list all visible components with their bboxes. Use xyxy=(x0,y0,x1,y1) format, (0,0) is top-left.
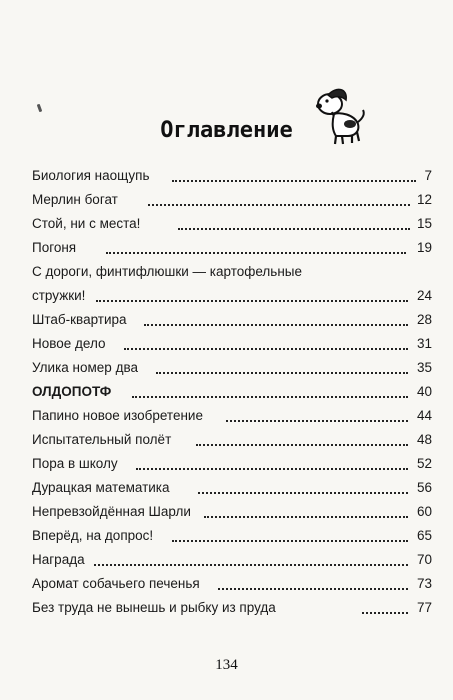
toc-entry xyxy=(32,452,432,476)
toc-entry xyxy=(32,428,432,452)
toc-entry-title: Награда xyxy=(32,552,85,567)
toc-entry-page: 73 xyxy=(416,576,432,591)
toc-entry xyxy=(32,188,432,212)
toc-entry-title: Новое дело xyxy=(32,336,106,351)
toc-entry-title: Папино новое изобретение xyxy=(32,408,203,423)
toc-entry-title: ОЛДОПОТФ xyxy=(32,384,112,399)
toc-entry xyxy=(32,500,432,524)
toc-entry-page: 56 xyxy=(416,480,432,495)
toc-entry-title: Без труда не вынешь и рыбку из пруда xyxy=(32,600,276,615)
dot-leader xyxy=(156,372,408,374)
toc-entry xyxy=(32,548,432,572)
dot-leader xyxy=(172,540,408,542)
toc-entry-title: Улика номер два xyxy=(32,360,138,375)
toc-entry xyxy=(32,356,432,380)
dot-leader xyxy=(132,396,408,398)
toc-entry-page: 19 xyxy=(416,240,432,255)
dog-illustration-icon xyxy=(308,84,368,146)
toc-entry xyxy=(32,380,432,404)
toc-entry xyxy=(32,476,432,500)
toc-entry-title: Вперёд, на допрос! xyxy=(32,528,154,543)
toc-entry xyxy=(32,524,432,548)
toc-entry-page: 77 xyxy=(416,600,432,615)
toc-entry-page: 24 xyxy=(416,288,432,303)
toc-entry xyxy=(32,596,432,620)
toc-entry-page: 70 xyxy=(416,552,432,567)
toc-entry-page: 31 xyxy=(416,336,432,351)
toc-entry xyxy=(32,572,432,596)
toc-entry-title: Дурацкая математика xyxy=(32,480,170,495)
dot-leader xyxy=(148,204,410,206)
dot-leader xyxy=(124,348,408,350)
toc-entry-title: Пора в школу xyxy=(32,456,118,471)
toc-entry xyxy=(32,332,432,356)
toc-entry-page: 35 xyxy=(416,360,432,375)
page-number: 134 xyxy=(215,657,238,673)
dot-leader xyxy=(178,228,410,230)
dot-leader xyxy=(226,420,408,422)
toc-entry xyxy=(32,284,432,308)
toc-entry-title: стружки! xyxy=(32,288,86,303)
toc-entry-page: 28 xyxy=(416,312,432,327)
dot-leader xyxy=(198,492,408,494)
toc-entry-page: 15 xyxy=(416,216,432,231)
toc-entry-title: Погоня xyxy=(32,240,77,255)
toc-entry-title: Испытательный полёт xyxy=(32,432,172,447)
toc-entry-page: 65 xyxy=(416,528,432,543)
toc-entry-title: Биология наощупь xyxy=(32,168,150,183)
toc-entry xyxy=(32,236,432,260)
toc-entry xyxy=(32,308,432,332)
dot-leader xyxy=(204,516,408,518)
toc-entry-page: 40 xyxy=(416,384,432,399)
dot-leader xyxy=(94,564,408,566)
dot-leader xyxy=(144,324,408,326)
toc-entry-line1 xyxy=(32,260,432,284)
dot-leader xyxy=(172,180,416,182)
toc-entry-page: 12 xyxy=(416,192,432,207)
dot-leader xyxy=(96,300,408,302)
page-title: Оглавление xyxy=(160,118,293,143)
toc-entry xyxy=(32,212,432,236)
toc-entry-page: 52 xyxy=(416,456,432,471)
toc-entry-title: Стой, ни с места! xyxy=(32,216,141,231)
ink-speck xyxy=(37,104,43,113)
dot-leader xyxy=(218,588,408,590)
toc-entry-title: Аромат собачьего печенья xyxy=(32,576,200,591)
toc-entry-page: 48 xyxy=(416,432,432,447)
dot-leader xyxy=(362,612,408,614)
toc-entry-page: 60 xyxy=(416,504,432,519)
toc-entry-title: С дороги, финтифлюшки — картофельные xyxy=(32,264,302,279)
toc-entry-title: Непревзойдённая Шарли xyxy=(32,504,191,519)
dot-leader xyxy=(136,468,408,470)
toc-entry-page: 44 xyxy=(416,408,432,423)
toc-entry-page: 7 xyxy=(424,168,432,183)
toc-entry xyxy=(32,404,432,428)
toc-entry xyxy=(32,164,432,188)
toc-entry-title: Мерлин богат xyxy=(32,192,118,207)
toc-entry-title: Штаб-квартира xyxy=(32,312,127,327)
dot-leader xyxy=(106,252,406,254)
dot-leader xyxy=(196,444,408,446)
